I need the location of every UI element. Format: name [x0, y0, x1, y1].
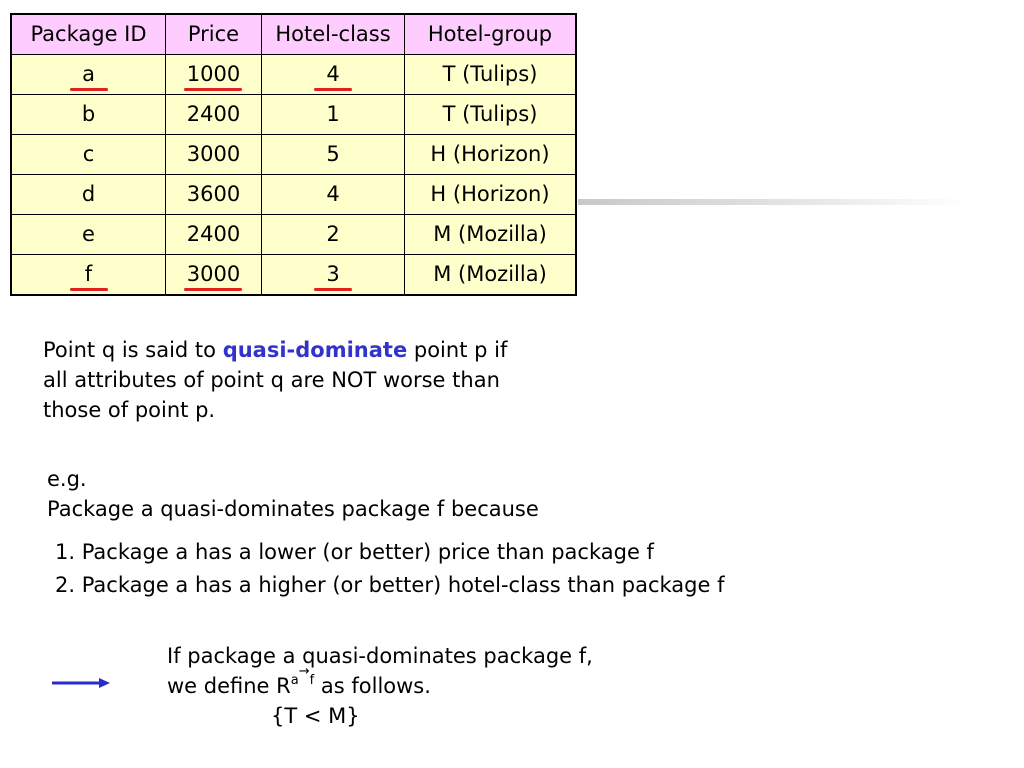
- cell-text: 3: [326, 262, 340, 286]
- definition-prefix: Point q is said to: [43, 338, 223, 362]
- table-row: [11, 175, 576, 215]
- cell-package-id: [11, 255, 166, 296]
- superscript-from: a: [290, 673, 299, 688]
- red-underline-mark: [184, 88, 242, 91]
- table-row: [11, 215, 576, 255]
- definition-line-3: those of point p.: [43, 398, 216, 422]
- example-label: e.g.: [47, 467, 87, 491]
- conclusion-line-1: If package a quasi-dominates package f,: [167, 644, 593, 668]
- definition-suffix: point p if: [407, 338, 508, 362]
- red-underline-mark: [314, 288, 352, 291]
- cell-text: 4: [326, 62, 340, 86]
- header-hotel-group: Hotel-group: [405, 14, 577, 55]
- cell-hotel-class: 1: [262, 95, 405, 135]
- definition-line-2: all attributes of point q are NOT worse than: [43, 368, 500, 392]
- definition-text: [43, 335, 507, 425]
- relation-result: {T < M}: [271, 704, 360, 728]
- cell-text: a: [82, 62, 95, 86]
- cell-package-id: e: [11, 215, 166, 255]
- quasi-dominate-keyword: quasi-dominate: [222, 338, 408, 362]
- cell-hotel-group: T (Tulips): [405, 95, 577, 135]
- reason-item: 1. Package a has a lower (or better) price than package f: [55, 540, 654, 564]
- cell-price: 2400: [166, 215, 262, 255]
- cell-price: 3000: [166, 135, 262, 175]
- red-underline-mark: [70, 88, 108, 91]
- cell-hotel-group: H (Horizon): [405, 175, 577, 215]
- cell-text: 3000: [186, 262, 241, 286]
- relation-superscript: [290, 664, 315, 688]
- reason-item: 2. Package a has a higher (or better) hotel-class than package f: [55, 573, 725, 597]
- definition-line-1: [43, 335, 507, 365]
- superscript-arrow-icon: →: [298, 664, 310, 679]
- cell-package-id: b: [11, 95, 166, 135]
- cell-hotel-group: T (Tulips): [405, 55, 577, 95]
- cell-price: 3600: [166, 175, 262, 215]
- package-table: [10, 13, 577, 296]
- red-underline-mark: [314, 88, 352, 91]
- define-prefix: we define R: [167, 674, 291, 698]
- cell-price: [166, 55, 262, 95]
- table-row: [11, 55, 576, 95]
- table-row: [11, 255, 576, 296]
- cell-hotel-group: M (Mozilla): [405, 255, 577, 296]
- example-text: [47, 464, 539, 524]
- header-package-id: Package ID: [11, 14, 166, 55]
- superscript-to: f: [309, 673, 315, 688]
- cell-price: 2400: [166, 95, 262, 135]
- cell-text: 1000: [186, 62, 241, 86]
- define-suffix: as follows.: [314, 674, 431, 698]
- header-hotel-class: Hotel-class: [262, 14, 405, 55]
- reasons-list: [55, 536, 724, 602]
- right-arrow-icon: [52, 676, 112, 690]
- table-row: [11, 135, 576, 175]
- red-underline-mark: [184, 288, 242, 291]
- cell-price: [166, 255, 262, 296]
- cell-hotel-group: H (Horizon): [405, 135, 577, 175]
- cell-package-id: c: [11, 135, 166, 175]
- cell-hotel-class: [262, 255, 405, 296]
- cell-hotel-class: [262, 55, 405, 95]
- decorative-divider: [578, 199, 968, 205]
- conclusion-text: [167, 641, 593, 731]
- cell-hotel-group: M (Mozilla): [405, 215, 577, 255]
- cell-package-id: d: [11, 175, 166, 215]
- example-statement: Package a quasi-dominates package f because: [47, 497, 539, 521]
- cell-package-id: [11, 55, 166, 95]
- table-header-row: [11, 14, 576, 55]
- cell-hotel-class: 5: [262, 135, 405, 175]
- cell-hotel-class: 4: [262, 175, 405, 215]
- header-price: Price: [166, 14, 262, 55]
- conclusion-line-2: [167, 664, 593, 701]
- cell-hotel-class: 2: [262, 215, 405, 255]
- cell-text: f: [84, 262, 93, 286]
- red-underline-mark: [70, 288, 108, 291]
- table-row: [11, 95, 576, 135]
